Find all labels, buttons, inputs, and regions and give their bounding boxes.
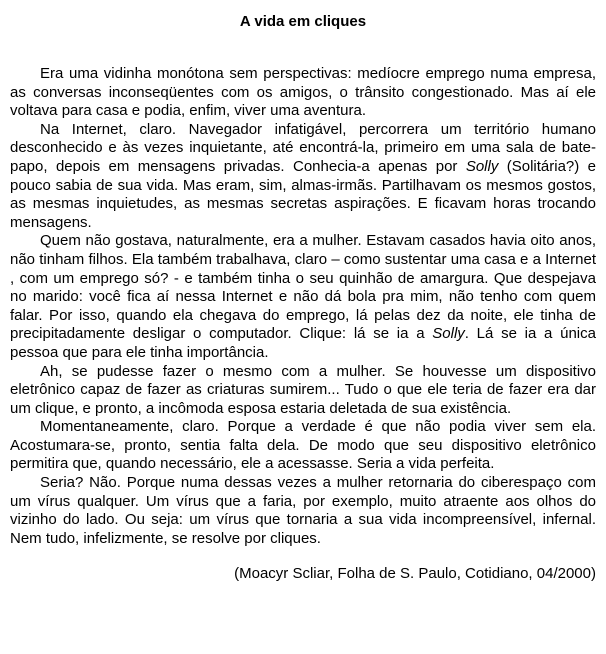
paragraph bbox=[10, 65, 596, 121]
text-run: Momentaneamente, claro. Porque a verdade é que não podia viver sem ela. Acostumara-se, pronto, sentia falta dela. De modo que seu dispositivo eletrônico permitira que, quando necessário, ele a acessasse. Seria a vida perfeita. bbox=[10, 418, 596, 473]
paragraph bbox=[10, 363, 596, 419]
document-body bbox=[10, 65, 596, 548]
paragraph bbox=[10, 232, 596, 362]
text-run: Quem não gostava, naturalmente, era a mulher. Estavam casados havia oito anos, não tinham filhos. Ela também trabalhava, claro – como sustentar uma casa e a Internet , com um emprego só? - e também tinha o seu quinhão de amargura. Que despejava no marido: você fica aí nessa Internet e não dá bola pra mim, não tenho com quem falar. Por isso, quando ela chegava do emprego, lá pelas dez da noite, ele tinha de precipitadamente desligar o computador. Clique: lá se ia a bbox=[10, 232, 596, 343]
text-run: (Solitária?) e pouco sabia de sua vida. Mas eram, sim, almas-irmãs. Partilhavam os mesmos gostos, as mesmas inquietudes, as mesmas secretas aspirações. E ficavam horas trocando mensagens. bbox=[10, 157, 596, 231]
text-run: Ah, se pudesse fazer o mesmo com a mulher. Se houvesse um dispositivo eletrônico capaz de fazer as criaturas sumirem... Tudo o que ele teria de fazer era dar um clique, e pronto, a incômoda esposa estaria deletada de sua existência. bbox=[10, 362, 596, 417]
text-run: Seria? Não. Porque numa dessas vezes a mulher retornaria do ciberespaço com um vírus qualquer. Um vírus que a faria, por exemplo, muito atraente aos olhos do vizinho do lado. Ou seja: um vírus que tornaria a sua vida incompreensível, infernal. Nem tudo, infelizmente, se resolve por cliques. bbox=[10, 474, 596, 547]
paragraph bbox=[10, 121, 596, 233]
document-title: A vida em cliques bbox=[239, 13, 367, 30]
text-run: Era uma vidinha monótona sem perspectivas: medíocre emprego numa empresa, as conversas inconseqüentes com os amigos, o trânsito congestionado. Mas aí ele voltava para casa e podia, enfim, viver uma aventura. bbox=[10, 65, 596, 120]
paragraph bbox=[10, 474, 596, 548]
italic-text-run: Solly bbox=[465, 157, 499, 175]
text-run: . Lá se ia a única pessoa que para ele tinha importância. bbox=[10, 325, 596, 361]
text-run: Na Internet, claro. Navegador infatigável, percorrera um território humano desconhecido e às vezes inquietante, até encontrá-la, primeiro em uma sala de bate-papo, depois em mensagens privadas. Conhecia-a apenas por bbox=[10, 120, 596, 175]
paragraph bbox=[10, 418, 596, 474]
italic-text-run: Solly bbox=[432, 325, 465, 343]
source-attribution: (Moacyr Scliar, Folha de S. Paulo, Cotidiano, 04/2000) bbox=[234, 565, 596, 583]
